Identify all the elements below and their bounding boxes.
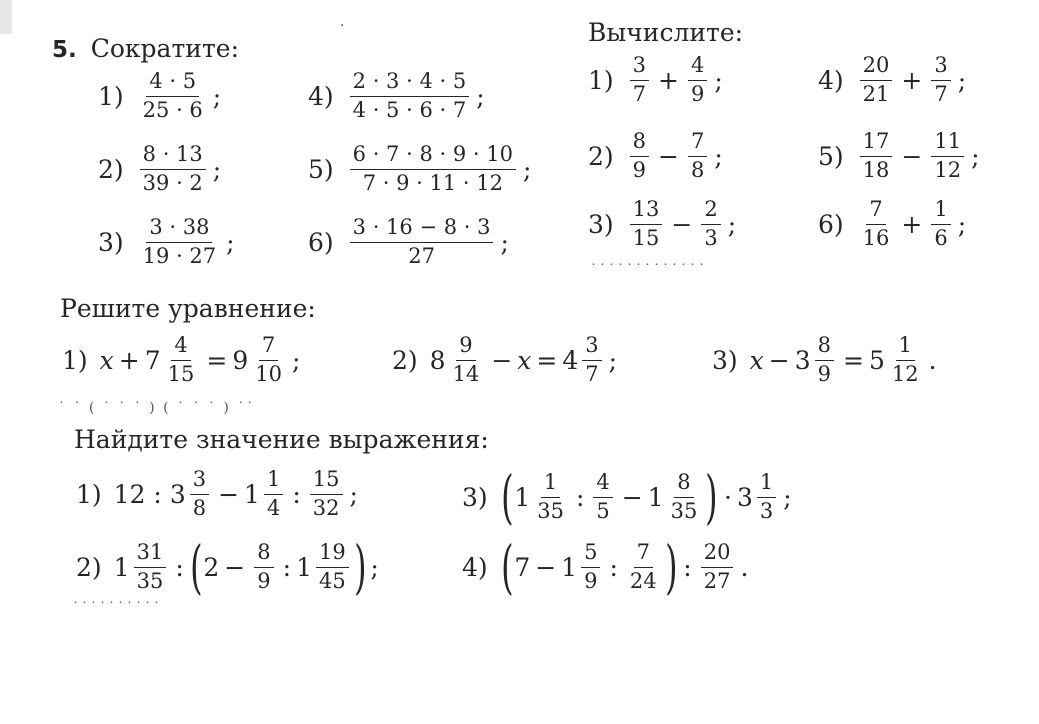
math-text: 6 xyxy=(934,225,948,250)
math-text: 3) xyxy=(98,227,124,257)
math-text: 5 xyxy=(596,498,610,523)
math-text: + xyxy=(118,345,140,375)
math-text: 25 · 6 xyxy=(142,97,203,122)
fraction xyxy=(701,198,720,250)
math-text: 9 xyxy=(456,334,475,361)
fraction xyxy=(316,541,349,593)
math-text: ; xyxy=(714,141,723,171)
fraction xyxy=(140,70,206,122)
fraction xyxy=(252,334,285,386)
compute-item-2 xyxy=(588,130,723,182)
math-text: 27 xyxy=(703,568,731,593)
equation-1 xyxy=(62,334,300,386)
math-text: : xyxy=(575,482,585,512)
math-text: 21 xyxy=(862,81,890,106)
mixed-number xyxy=(170,468,213,520)
math-text: x xyxy=(517,345,532,375)
fraction xyxy=(757,471,776,523)
fraction xyxy=(931,54,950,106)
task-number: 5. xyxy=(52,37,77,63)
fraction xyxy=(668,471,701,523)
math-text: 4 · 5 xyxy=(146,70,199,97)
fraction xyxy=(627,541,660,593)
math-text: ) xyxy=(664,533,678,601)
math-text: · xyxy=(724,482,732,512)
mixed-number xyxy=(514,471,571,523)
math-text: 8 · 13 xyxy=(140,143,206,170)
math-text: 1 xyxy=(561,552,578,582)
math-text: 1) xyxy=(98,81,124,111)
math-text: 1) xyxy=(588,65,614,95)
math-text: 31 xyxy=(134,541,167,568)
math-text: 1 xyxy=(896,334,915,361)
simplify-item-6 xyxy=(308,216,509,268)
math-text: 3 · 38 xyxy=(146,216,212,243)
math-text: 11 xyxy=(931,130,964,157)
cutoff-text-2: ˙ ˙ ( ˙ ˙ ˙ ) ( ˙ ˙ ˙ ) ˙˙ xyxy=(58,400,256,416)
math-text: 9 xyxy=(817,361,832,386)
math-text: 18 xyxy=(862,157,890,182)
math-text: 3 xyxy=(582,334,601,361)
fraction xyxy=(165,334,198,386)
math-text: 15 xyxy=(632,225,660,250)
math-text: ; xyxy=(608,345,618,375)
mixed-number xyxy=(648,471,705,523)
mixed-number xyxy=(145,334,202,386)
math-text: 8 xyxy=(192,495,207,520)
math-text: x xyxy=(749,345,764,375)
math-text: 15 xyxy=(310,468,343,495)
math-text: 1 xyxy=(541,471,560,498)
math-text: 10 xyxy=(255,361,282,386)
mixed-number xyxy=(737,471,780,523)
fraction xyxy=(630,54,649,106)
mixed-number xyxy=(869,334,926,386)
simplify-item-2 xyxy=(98,143,221,195)
math-text: 2) xyxy=(392,345,418,375)
compute-item-5 xyxy=(818,130,980,182)
math-text: 3 xyxy=(190,468,209,495)
math-text: 24 xyxy=(629,568,657,593)
fraction xyxy=(534,471,567,523)
math-text: 20 xyxy=(701,541,734,568)
math-text: ; xyxy=(291,345,301,375)
math-text: . xyxy=(740,552,749,582)
compute-item-6 xyxy=(818,198,966,250)
page-edge xyxy=(0,0,12,34)
math-text: ; xyxy=(212,81,222,111)
math-text: 1 xyxy=(757,471,776,498)
expression-2 xyxy=(76,533,379,601)
math-text: − xyxy=(218,479,240,509)
math-text: 8 xyxy=(691,157,705,182)
math-text: 5 xyxy=(868,345,885,375)
math-text: 1) xyxy=(76,479,102,509)
math-text: ; xyxy=(212,154,222,184)
math-text: 1 xyxy=(647,482,664,512)
math-text: 3 xyxy=(794,345,811,375)
math-text: − xyxy=(658,141,679,171)
mixed-number xyxy=(244,468,287,520)
math-text: ; xyxy=(783,482,792,512)
math-text: − xyxy=(535,552,557,582)
math-text: 3 · 16 − 8 · 3 xyxy=(350,216,494,243)
math-text: 1 xyxy=(264,468,283,495)
expression-4 xyxy=(462,533,749,601)
mixed-number xyxy=(795,334,838,386)
math-text: 1 xyxy=(931,198,950,225)
math-text: 9 xyxy=(232,345,249,375)
math-text: 8 xyxy=(674,471,693,498)
mixed-number xyxy=(562,334,605,386)
math-text: 20 xyxy=(860,54,893,81)
mixed-number xyxy=(296,541,353,593)
math-text: 3) xyxy=(462,482,488,512)
math-text: 2) xyxy=(76,552,102,582)
expression-3 xyxy=(462,463,792,531)
math-text: 2 · 3 · 4 · 5 xyxy=(350,70,470,97)
math-text: 16 xyxy=(862,225,890,250)
math-text: ; xyxy=(476,81,485,111)
compute-item-4 xyxy=(818,54,966,106)
mixed-number xyxy=(430,334,487,386)
fraction xyxy=(581,541,600,593)
math-text: 4) xyxy=(818,65,844,95)
math-text: 19 xyxy=(316,541,349,568)
math-text: 35 xyxy=(537,498,564,523)
math-text: 3 xyxy=(759,498,774,523)
mixed-number xyxy=(114,541,171,593)
math-text: 35 xyxy=(136,568,164,593)
math-text: 9 xyxy=(691,81,705,106)
math-text: : xyxy=(609,552,618,582)
simplify-item-4 xyxy=(308,70,485,122)
math-text: 9 xyxy=(584,568,598,593)
math-text: 6) xyxy=(818,209,844,239)
math-text: 2 xyxy=(203,552,220,582)
task5-heading xyxy=(52,34,239,63)
math-text: 9 xyxy=(257,568,271,593)
math-text: 5 xyxy=(581,541,600,568)
fraction xyxy=(140,216,219,268)
math-text: 8 xyxy=(254,541,273,568)
math-text: 7 xyxy=(259,334,278,361)
math-text: ; xyxy=(957,209,967,239)
cutoff-text-1: ˙˙˙˙˙˙˙˙˙˙˙˙˙ xyxy=(590,262,707,278)
compute-heading: Вычислите: xyxy=(588,18,744,47)
math-text: 8 xyxy=(429,345,446,375)
math-text: 7 xyxy=(866,198,885,225)
math-text: − xyxy=(224,552,246,582)
math-text: ; xyxy=(370,552,379,582)
math-text: + xyxy=(901,65,923,95)
math-text: − xyxy=(491,345,513,375)
fraction xyxy=(630,130,649,182)
fraction xyxy=(190,468,209,520)
math-text: = xyxy=(843,345,864,375)
math-text: 3 xyxy=(736,482,753,512)
math-text: . xyxy=(928,345,937,375)
simplify-item-5 xyxy=(308,143,531,195)
fraction xyxy=(630,198,663,250)
math-text: 7 xyxy=(934,81,948,106)
math-text: 3 xyxy=(630,54,649,81)
math-text: − xyxy=(671,209,693,239)
math-text: x xyxy=(99,345,114,375)
math-text: 4 xyxy=(688,54,707,81)
cutoff-text-3: ˙˙˙˙˙˙˙˙˙˙ xyxy=(72,600,162,616)
math-text: = xyxy=(206,345,228,375)
math-text: 4) xyxy=(308,81,334,111)
fraction xyxy=(688,130,707,182)
math-text: 4 xyxy=(562,345,579,375)
math-text: ; xyxy=(971,141,980,171)
math-text: = xyxy=(536,345,558,375)
math-text: ( xyxy=(189,533,203,601)
equation-3 xyxy=(712,334,937,386)
math-text: : xyxy=(282,552,292,582)
math-text: 6 · 7 · 8 · 9 · 10 xyxy=(350,143,516,170)
fraction xyxy=(350,216,494,268)
math-text: ( xyxy=(500,463,514,531)
math-text: 39 · 2 xyxy=(142,170,203,195)
math-text: 2) xyxy=(98,154,124,184)
simplify-item-1 xyxy=(98,70,221,122)
math-text: 19 · 27 xyxy=(142,243,217,268)
math-text: 3) xyxy=(712,345,738,375)
math-text: : xyxy=(175,552,184,582)
math-text: 1 xyxy=(514,482,531,512)
fraction xyxy=(931,130,964,182)
math-text: ; xyxy=(226,227,235,257)
equations-heading: Решите уравнение: xyxy=(60,294,316,323)
math-text: 12 xyxy=(891,361,919,386)
fraction xyxy=(450,334,483,386)
math-text: 35 xyxy=(670,498,698,523)
math-text: 3) xyxy=(588,209,614,239)
math-text: 7 xyxy=(585,361,599,386)
fraction xyxy=(688,54,707,106)
math-text: 4 xyxy=(266,495,281,520)
expressions-heading: Найдите значение выражения: xyxy=(74,425,489,454)
fraction xyxy=(350,70,470,122)
math-text: ; xyxy=(727,209,737,239)
math-text: 4 xyxy=(171,334,190,361)
fraction xyxy=(931,198,950,250)
fraction xyxy=(860,198,893,250)
fraction xyxy=(593,471,612,523)
math-text: − xyxy=(768,345,790,375)
math-text: 2 xyxy=(701,198,720,225)
math-text: ) xyxy=(353,533,367,601)
math-text: 4) xyxy=(462,552,488,582)
math-text: 1 xyxy=(244,479,260,509)
math-text: 7 xyxy=(634,541,653,568)
expression-1 xyxy=(76,468,358,520)
math-text: 8 xyxy=(815,334,834,361)
math-text: 14 xyxy=(452,361,480,386)
math-text: 1 xyxy=(113,552,130,582)
math-text: ; xyxy=(500,227,509,257)
math-text: + xyxy=(658,65,679,95)
math-text: : xyxy=(292,479,301,509)
equation-2 xyxy=(392,334,617,386)
math-text: 1) xyxy=(62,345,88,375)
math-text: 8 xyxy=(630,130,649,157)
mixed-number xyxy=(561,541,604,593)
fraction xyxy=(701,541,734,593)
fraction xyxy=(134,541,167,593)
math-text: − xyxy=(901,141,923,171)
math-text: ; xyxy=(957,65,967,95)
math-text: 5) xyxy=(818,141,844,171)
cutoff-text-top: · xyxy=(340,18,347,34)
math-text: − xyxy=(621,482,643,512)
math-text: 9 xyxy=(632,157,647,182)
math-text: 6) xyxy=(308,227,334,257)
math-text: 4 · 5 · 6 · 7 xyxy=(352,97,467,122)
math-text: 5) xyxy=(308,154,334,184)
fraction xyxy=(310,468,343,520)
math-text: 7 xyxy=(144,345,161,375)
math-text: ; xyxy=(714,65,723,95)
math-text: 13 xyxy=(630,198,663,225)
task5-title: Сократите: xyxy=(90,34,240,63)
math-text: ; xyxy=(349,479,358,509)
math-text: 15 xyxy=(167,361,195,386)
simplify-item-3 xyxy=(98,216,235,268)
math-text: ( xyxy=(500,533,514,601)
fraction xyxy=(582,334,601,386)
math-text: + xyxy=(901,209,923,239)
math-text: 3 xyxy=(169,479,186,509)
math-text: 7 · 9 · 11 · 12 xyxy=(362,170,503,195)
math-text: ; xyxy=(522,154,532,184)
fraction xyxy=(350,143,516,195)
compute-item-3 xyxy=(588,198,736,250)
fraction xyxy=(860,130,893,182)
math-text: : xyxy=(683,552,692,582)
math-text: 12 xyxy=(934,157,962,182)
math-text: 7 xyxy=(688,130,707,157)
fraction xyxy=(254,541,273,593)
math-text: 27 xyxy=(408,243,435,268)
math-text: 12 : xyxy=(113,479,162,509)
fraction xyxy=(815,334,834,386)
math-text: 32 xyxy=(312,495,340,520)
math-text: 17 xyxy=(860,130,893,157)
fraction xyxy=(140,143,206,195)
math-text: 7 xyxy=(632,81,647,106)
math-text: 1 xyxy=(296,552,312,582)
fraction xyxy=(889,334,922,386)
fraction xyxy=(264,468,283,520)
math-text: 3 xyxy=(931,54,950,81)
math-text: ) xyxy=(705,463,718,531)
math-text: 45 xyxy=(318,568,346,593)
math-text: 3 xyxy=(704,225,718,250)
fraction xyxy=(860,54,893,106)
mixed-number xyxy=(232,334,289,386)
compute-item-1 xyxy=(588,54,723,106)
math-text: 4 xyxy=(593,471,612,498)
math-text: 2) xyxy=(588,141,614,171)
math-text: 7 xyxy=(514,552,531,582)
